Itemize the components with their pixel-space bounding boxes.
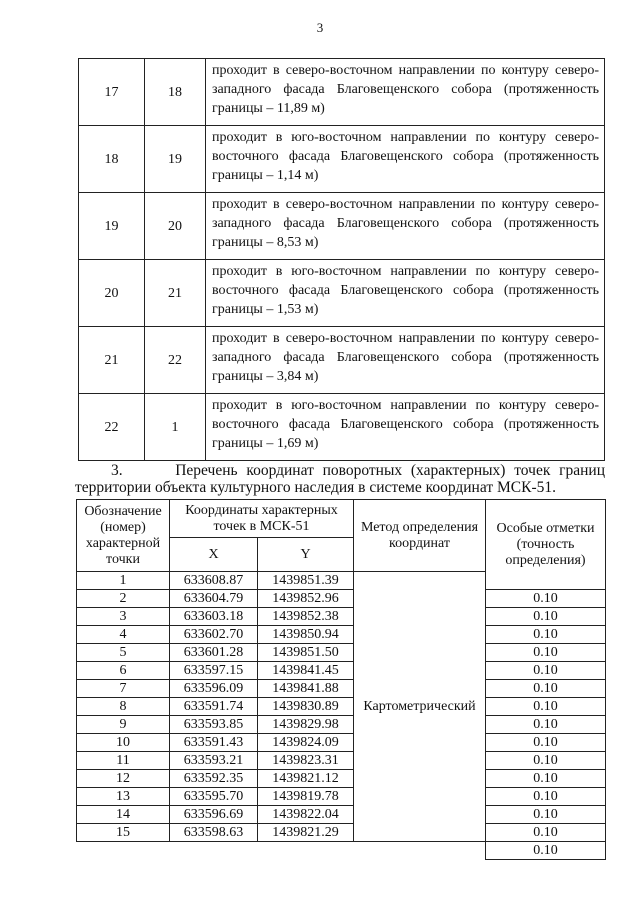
boundary-description: проходит в юго-восточном направлении по контуру северо-восточного фасада Благовещенского собора (протяженность границы – 1,53 м) <box>206 260 605 327</box>
table-row <box>77 626 606 644</box>
table-row <box>79 260 605 327</box>
coord-x: 633604.79 <box>170 590 258 608</box>
boundary-description: проходит в юго-восточном направлении по контуру северо-восточного фасада Благовещенского собора (протяженность границы – 1,14 м) <box>206 126 605 193</box>
page-number: 3 <box>316 20 324 35</box>
section-number: 3. <box>111 462 123 479</box>
coord-y: 1439822.04 <box>258 806 354 824</box>
point-number: 7 <box>77 680 170 698</box>
coord-x: 633591.43 <box>170 734 258 752</box>
point-from: 21 <box>79 327 145 394</box>
method-column-header: Метод определения координат <box>354 500 486 572</box>
table-row <box>77 662 606 680</box>
point-number: 15 <box>77 824 170 842</box>
boundary-description-table <box>78 58 605 461</box>
accuracy: 0.10 <box>486 626 606 644</box>
accuracy: 0.10 <box>486 644 606 662</box>
table-row <box>77 842 606 860</box>
point-number: 14 <box>77 806 170 824</box>
coord-y: 1439852.96 <box>258 590 354 608</box>
accuracy: 0.10 <box>486 590 606 608</box>
point-column-header: Обозначение (номер) характерной точки <box>77 500 170 572</box>
point-to: 22 <box>145 327 206 394</box>
boundary-description: проходит в юго-восточном направлении по контуру северо-восточного фасада Благовещенского собора (протяженность границы – 1,69 м) <box>206 394 605 461</box>
point-number: 6 <box>77 662 170 680</box>
accuracy: 0.10 <box>486 824 606 842</box>
table-row <box>77 824 606 842</box>
section-heading <box>75 462 605 496</box>
table-row <box>77 590 606 608</box>
coord-x: 633592.35 <box>170 770 258 788</box>
table-row <box>77 608 606 626</box>
accuracy: 0.10 <box>486 662 606 680</box>
x-column-header: X <box>170 538 258 572</box>
point-to: 18 <box>145 59 206 126</box>
point-number: 5 <box>77 644 170 662</box>
coord-x: 633595.70 <box>170 788 258 806</box>
notes-column-header: Особые отметки (точность определения) <box>486 500 606 590</box>
coord-x: 633593.85 <box>170 716 258 734</box>
table-row <box>77 716 606 734</box>
accuracy: 0.10 <box>486 734 606 752</box>
table-row <box>79 126 605 193</box>
coord-x: 633602.70 <box>170 626 258 644</box>
table-row <box>77 788 606 806</box>
coord-x: 633598.63 <box>170 824 258 842</box>
point-number: 4 <box>77 626 170 644</box>
coord-x: 633597.15 <box>170 662 258 680</box>
point-number: 3 <box>77 608 170 626</box>
coord-y: 1439821.29 <box>258 824 354 842</box>
coord-x: 633596.09 <box>170 680 258 698</box>
boundary-description: проходит в северо-восточном направлении по контуру северо-западного фасада Благовещенского собора (протяженность границы – 8,53 м) <box>206 193 605 260</box>
point-number: 1 <box>77 572 170 590</box>
point-number: 12 <box>77 770 170 788</box>
point-from: 20 <box>79 260 145 327</box>
section-title: Перечень координат поворотных (характерных) точек границ территории объекта культурного наследия в системе координат МСК-51. <box>75 462 605 496</box>
point-from: 18 <box>79 126 145 193</box>
point-from: 17 <box>79 59 145 126</box>
accuracy: 0.10 <box>486 842 606 860</box>
point-from: 19 <box>79 193 145 260</box>
table-row <box>77 752 606 770</box>
accuracy: 0.10 <box>486 608 606 626</box>
coord-y: 1439841.45 <box>258 662 354 680</box>
point-number: 13 <box>77 788 170 806</box>
coordinates-table <box>76 499 606 860</box>
point-number: 9 <box>77 716 170 734</box>
coord-x: 633596.69 <box>170 806 258 824</box>
table-row <box>77 734 606 752</box>
coords-column-header: Координаты характерных точек в МСК-51 <box>170 500 354 538</box>
accuracy: 0.10 <box>486 698 606 716</box>
point-number: 11 <box>77 752 170 770</box>
coord-x: 633591.74 <box>170 698 258 716</box>
accuracy: 0.10 <box>486 806 606 824</box>
point-to: 19 <box>145 126 206 193</box>
accuracy: 0.10 <box>486 752 606 770</box>
coord-y: 1439823.31 <box>258 752 354 770</box>
table-row <box>79 394 605 461</box>
coord-y: 1439821.12 <box>258 770 354 788</box>
coord-y: 1439841.88 <box>258 680 354 698</box>
coord-x: 633593.21 <box>170 752 258 770</box>
table-row <box>77 644 606 662</box>
table-row <box>79 59 605 126</box>
table-row <box>79 193 605 260</box>
coord-x: 633608.87 <box>170 572 258 590</box>
coord-y: 1439851.50 <box>258 644 354 662</box>
table-row <box>77 806 606 824</box>
point-to: 20 <box>145 193 206 260</box>
accuracy: 0.10 <box>486 788 606 806</box>
point-number: 8 <box>77 698 170 716</box>
table-row <box>77 680 606 698</box>
table-row <box>77 698 606 716</box>
coord-y: 1439829.98 <box>258 716 354 734</box>
coord-y: 1439850.94 <box>258 626 354 644</box>
point-number: 2 <box>77 590 170 608</box>
coord-y: 1439830.89 <box>258 698 354 716</box>
coord-x: 633601.28 <box>170 644 258 662</box>
table-row <box>79 327 605 394</box>
coord-y: 1439851.39 <box>258 572 354 590</box>
coord-y: 1439819.78 <box>258 788 354 806</box>
boundary-description: проходит в северо-восточном направлении по контуру северо-западного фасада Благовещенского собора (протяженность границы – 11,89 м) <box>206 59 605 126</box>
boundary-description: проходит в северо-восточном направлении по контуру северо-западного фасада Благовещенского собора (протяженность границы – 3,84 м) <box>206 327 605 394</box>
coord-y: 1439824.09 <box>258 734 354 752</box>
table-row <box>77 770 606 788</box>
coord-x: 633603.18 <box>170 608 258 626</box>
accuracy: 0.10 <box>486 716 606 734</box>
point-number: 10 <box>77 734 170 752</box>
accuracy: 0.10 <box>486 770 606 788</box>
point-from: 22 <box>79 394 145 461</box>
y-column-header: Y <box>258 538 354 572</box>
coord-y: 1439852.38 <box>258 608 354 626</box>
method-value: Картометрический <box>354 572 486 842</box>
accuracy: 0.10 <box>486 680 606 698</box>
point-to: 21 <box>145 260 206 327</box>
point-to: 1 <box>145 394 206 461</box>
